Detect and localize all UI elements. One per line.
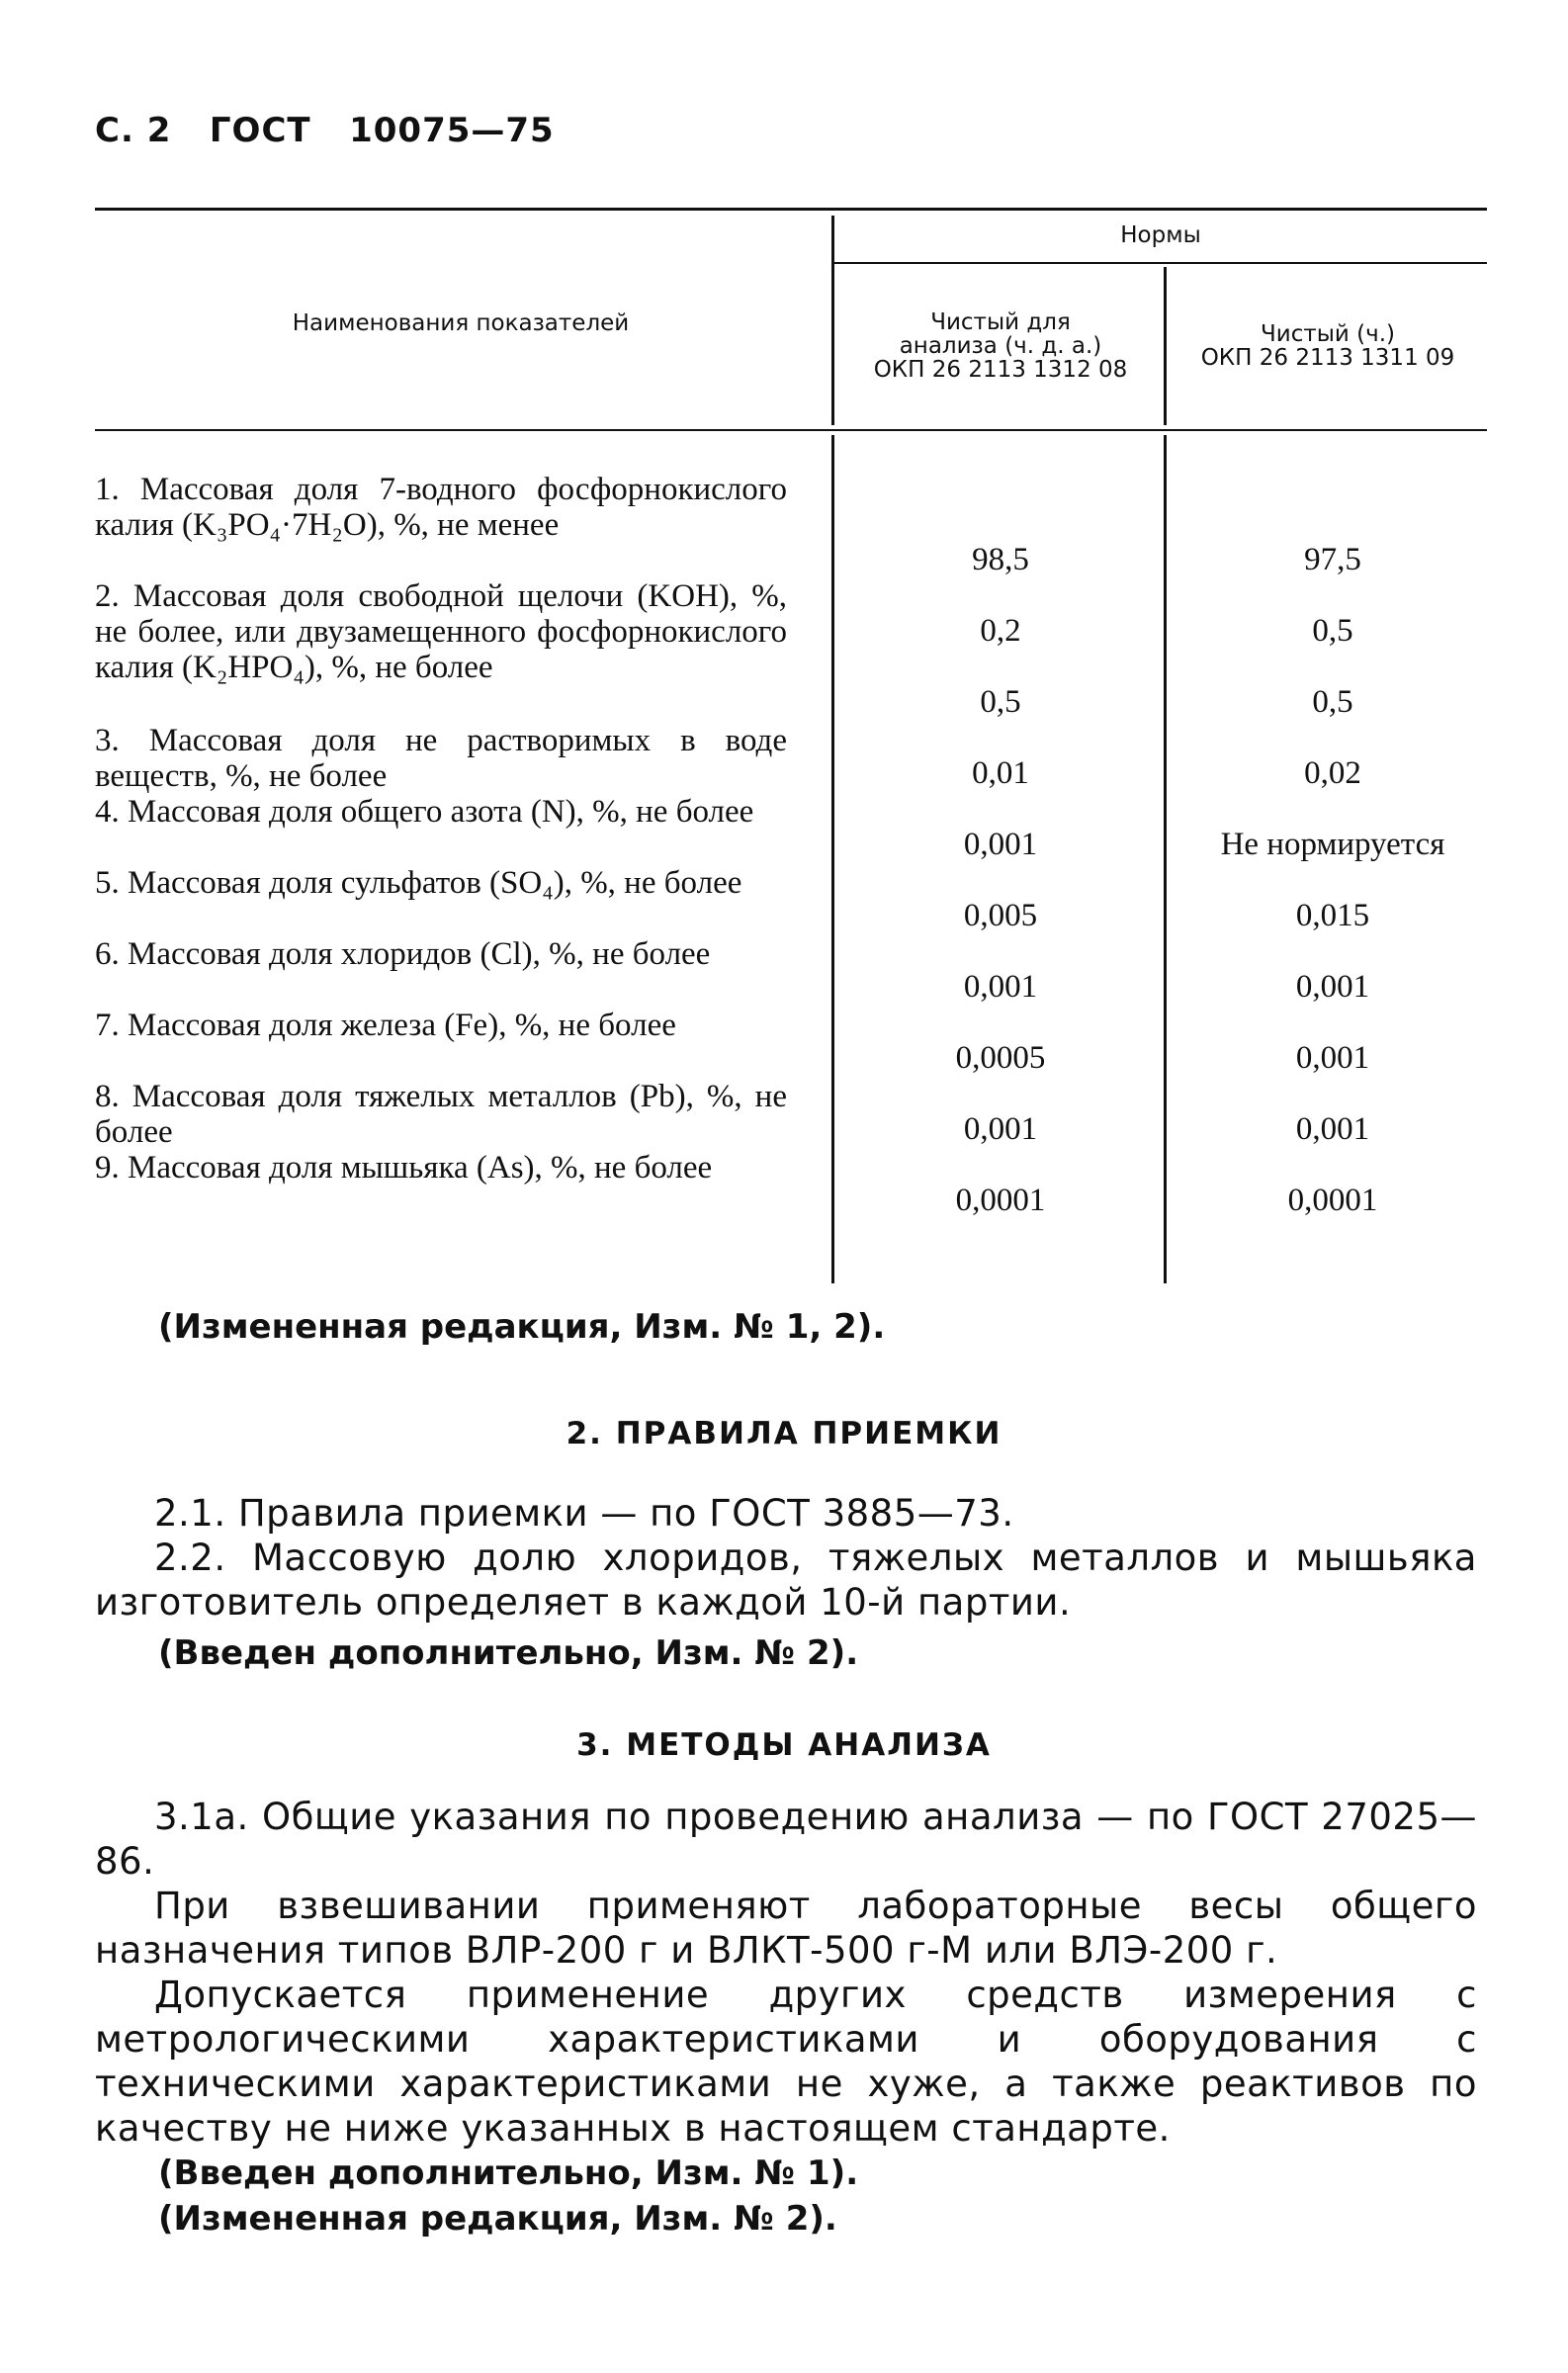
table-row-3-value-2: 0,02: [1304, 755, 1361, 791]
section-3-paragraph-1: 3.1а. Общие указания по проведению анализа — по ГОСТ 27025—86.: [95, 1796, 1477, 1883]
table-row-9-value-2: 0,0001: [1287, 1183, 1378, 1218]
table-row-6-name: 6. Массовая доля хлоридов (Cl), %, не более: [95, 936, 711, 972]
table-header-rule: [95, 429, 1487, 431]
table-row-1-value-1: 98,5: [972, 542, 1029, 577]
section-3-paragraph-2: При взвешивании применяют лабораторные весы общего назначения типов ВЛР-200 г и ВЛКТ-500 г-М или ВЛЭ-200 г.: [95, 1885, 1477, 1972]
table-row-9-value-1: 0,0001: [955, 1183, 1046, 1218]
table-row-1-name: 1. Массовая доля 7-водного фосфорнокислого калия (K₃PO₄·7H₂O), %, не менее: [95, 472, 787, 544]
amendment-note-1: (Измененная редакция, Изм. № 1, 2).: [158, 1307, 886, 1347]
table-row-8-name: 8. Массовая доля тяжелых металлов (Pb), %, не более: [95, 1079, 787, 1151]
table-top-rule: [95, 208, 1487, 211]
table-row-4-value-2: Не нормируется: [1220, 827, 1445, 862]
table-row-5-value-1: 0,005: [963, 898, 1038, 933]
table-row-8-value-1: 0,001: [963, 1111, 1038, 1147]
table-row-1-value-2: 97,5: [1304, 542, 1361, 577]
section-3-title: 3. МЕТОДЫ АНАЛИЗА: [576, 1727, 992, 1763]
table-row-5-name: 5. Массовая доля сульфатов (SO₄), %, не более: [95, 865, 742, 901]
table-row-2-name: 2. Массовая доля свободной щелочи (KOH), %, не более, или двузамещенного фосфорнокислого калия (K₂HPO₄), %, не более: [95, 578, 787, 686]
col-divider-top: [831, 216, 834, 425]
table-row-3-value-1: 0,01: [972, 755, 1029, 791]
header-col2: Чистый (ч.) ОКП 26 2113 1311 09: [1200, 321, 1455, 371]
table-row-7-name: 7. Массовая доля железа (Fe), %, не более: [95, 1008, 676, 1043]
table-row-6-value-1: 0,001: [963, 969, 1038, 1005]
table-row-2-value-1: 0,2: [980, 613, 1021, 649]
table-row-6-value-2: 0,001: [1295, 969, 1370, 1005]
section-2-note: (Введен дополнительно, Изм. № 2).: [158, 1633, 859, 1673]
table-row-4-name: 4. Массовая доля общего азота (N), %, не более: [95, 794, 754, 830]
header-norms: Нормы: [1120, 222, 1201, 248]
table-row-7-value-1: 0,0005: [955, 1040, 1046, 1076]
header-indicator-name: Наименования показателей: [292, 310, 630, 336]
col-divider-body-2: [1164, 435, 1167, 1283]
section-2-paragraph-1: 2.1. Правила приемки — по ГОСТ 3885—73.: [154, 1492, 1014, 1535]
norms-rule: [833, 262, 1487, 264]
table-row-8-value-2: 0,001: [1295, 1111, 1370, 1147]
table-row-5-value-2: 0,015: [1295, 898, 1370, 933]
section-2-paragraph-2: 2.2. Массовую долю хлоридов, тяжелых металлов и мышьяка изготовитель определяет в каждой 10-й партии.: [95, 1537, 1477, 1624]
table-row-2b-value-2: 0,5: [1312, 684, 1353, 720]
header-col1: Чистый для анализа (ч. д. а.) ОКП 26 2113 1312 08: [873, 309, 1128, 383]
table-row-2-value-2: 0,5: [1312, 613, 1353, 649]
table-row-3-name: 3. Массовая доля не растворимых в воде веществ, %, не более: [95, 723, 787, 795]
table-row-2b-value-1: 0,5: [980, 684, 1021, 720]
table-row-9-name: 9. Массовая доля мышьяка (As), %, не более: [95, 1150, 713, 1186]
page-header: С. 2 ГОСТ 10075—75: [95, 111, 555, 150]
col-divider-body: [831, 435, 834, 1283]
table-row-4-value-1: 0,001: [963, 827, 1038, 862]
table-row-7-value-2: 0,001: [1295, 1040, 1370, 1076]
section-3-paragraph-3: Допускается применение других средств измерения с метрологическими характеристиками и оборудования с техническими характеристиками не хуже, а также реактивов по качеству не ниже указанных в настоящем стандарте.: [95, 1974, 1477, 2150]
section-3-note-2: (Измененная редакция, Изм. № 2).: [158, 2199, 837, 2239]
section-2-title: 2. ПРАВИЛА ПРИЕМКИ: [566, 1416, 1002, 1451]
section-3-note-1: (Введен дополнительно, Изм. № 1).: [158, 2153, 859, 2193]
col-divider-top-2: [1164, 267, 1167, 425]
